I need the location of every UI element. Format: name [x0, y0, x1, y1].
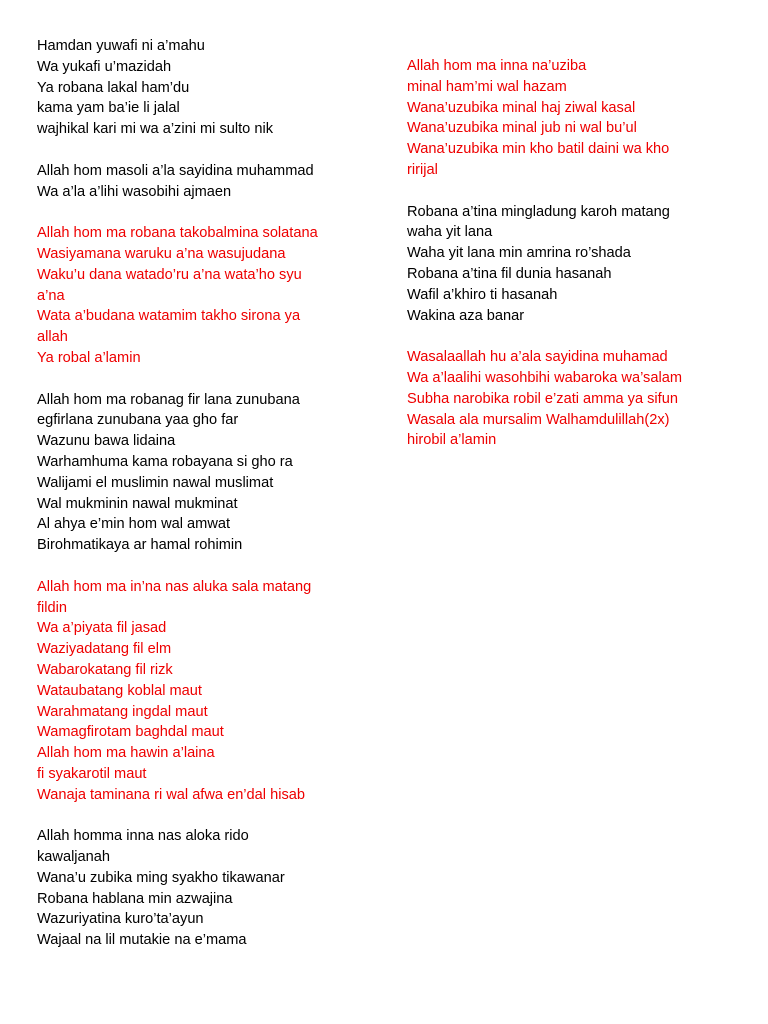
text-line: Wata a’budana watamim takho sirona ya — [37, 308, 301, 325]
stanza — [37, 390, 375, 556]
text-line: fi syakarotil maut — [37, 765, 147, 782]
text-line: Wafil a’khiro ti hasanah — [407, 286, 558, 303]
text-line: Wana’uzubika minal haj ziwal kasal — [407, 99, 636, 116]
text-line: fildin — [37, 599, 68, 616]
text-line: Waku’u dana watado’ru a’na wata’ho syu — [37, 266, 302, 283]
text-line: Wana’uzubika min kho batil daini wa kho — [407, 141, 670, 158]
text-line: Wanaja taminana ri wal afwa en’dal hisab — [37, 786, 305, 803]
text-line: Wabarokatang fil rizk — [37, 661, 173, 678]
text-line: Wa a’laalihi wasohbihi wabaroka wa’salam — [407, 369, 682, 386]
text-line: Wana’uzubika minal jub ni wal bu’ul — [407, 120, 637, 137]
stanza — [407, 56, 742, 181]
text-line: Wa yukafi u’mazidah — [37, 58, 172, 75]
text-line: Robana a’tina mingladung karoh matang — [407, 203, 670, 220]
text-line: Allah homma inna nas aloka rido — [37, 828, 249, 845]
text-line: Wamagfirotam baghdal maut — [37, 724, 224, 741]
text-line: Wal mukminin nawal mukminat — [37, 495, 238, 512]
text-line: Wajaal na lil mutakie na e’mama — [37, 932, 247, 949]
right-column — [407, 56, 742, 472]
text-line: hirobil a’lamin — [407, 432, 497, 449]
text-line: Robana a’tina fil dunia hasanah — [407, 265, 612, 282]
text-line: Allah hom ma inna na’uziba — [407, 58, 587, 74]
left-column — [37, 36, 375, 972]
text-line: Wazunu bawa lidaina — [37, 433, 176, 450]
text-line: Robana hablana min azwajina — [37, 890, 233, 907]
text-line: kama yam ba’ie li jalal — [37, 100, 180, 117]
text-line: kawaljanah — [37, 849, 111, 866]
text-line: Warahmatang ingdal maut — [37, 703, 208, 720]
text-line: Wakina aza banar — [407, 307, 525, 324]
text-line: Wazuriyatina kuro’ta’ayun — [37, 911, 204, 928]
text-line: allah — [37, 329, 68, 346]
text-line: Wasalaallah hu a’ala sayidina muhamad — [407, 349, 668, 366]
text-line: Walijami el muslimin nawal muslimat — [37, 474, 274, 491]
text-line: Allah hom masoli a’la sayidina muhammad — [37, 162, 314, 179]
text-line: wajhikal kari mi wa a’zini mi sulto nik — [37, 121, 274, 138]
text-line: egfirlana zunubana yaa gho far — [37, 412, 239, 429]
stanza — [407, 202, 742, 327]
text-line: Ya robana lakal ham’du — [37, 79, 190, 96]
text-line: Waha yit lana min amrina ro’shada — [407, 245, 631, 262]
text-line: Allah hom ma in’na nas aluka sala matang — [37, 578, 312, 595]
text-line: Birohmatikaya ar hamal rohimin — [37, 537, 243, 554]
stanza — [37, 223, 375, 369]
stanza — [407, 347, 742, 451]
text-line: Wa a’la a’lihi wasobihi ajmaen — [37, 183, 232, 200]
stanza — [37, 161, 375, 203]
text-line: waha yit lana — [407, 224, 493, 241]
text-line: Wa a’piyata fil jasad — [37, 620, 167, 637]
text-line: Ya robal a’lamin — [37, 349, 141, 366]
stanza — [37, 36, 375, 140]
text-line: Allah hom ma hawin a’laina — [37, 745, 215, 762]
text-line: minal ham’mi wal hazam — [407, 78, 567, 95]
text-line: ririjal — [407, 161, 438, 178]
text-line: Al ahya e’min hom wal amwat — [37, 516, 231, 533]
text-line: Wasiyamana waruku a’na wasujudana — [37, 245, 286, 262]
text-line: Wataubatang koblal maut — [37, 682, 202, 699]
text-line: Wasala ala mursalim Walhamdulillah(2x) — [407, 411, 670, 428]
stanza — [37, 826, 375, 951]
text-line: Wana’u zubika ming syakho tikawanar — [37, 869, 285, 886]
text-line: Hamdan yuwafi ni a’mahu — [37, 38, 205, 54]
text-line: Allah hom ma robana takobalmina solatana — [37, 225, 318, 242]
text-line: Waziyadatang fil elm — [37, 641, 172, 658]
text-line: Subha narobika robil e’zati amma ya sifun — [407, 390, 678, 407]
text-line: a’na — [37, 287, 65, 304]
text-line: Warhamhuma kama robayana si gho ra — [37, 453, 293, 470]
text-line: Allah hom ma robanag fir lana zunubana — [37, 391, 300, 408]
stanza — [37, 577, 375, 806]
